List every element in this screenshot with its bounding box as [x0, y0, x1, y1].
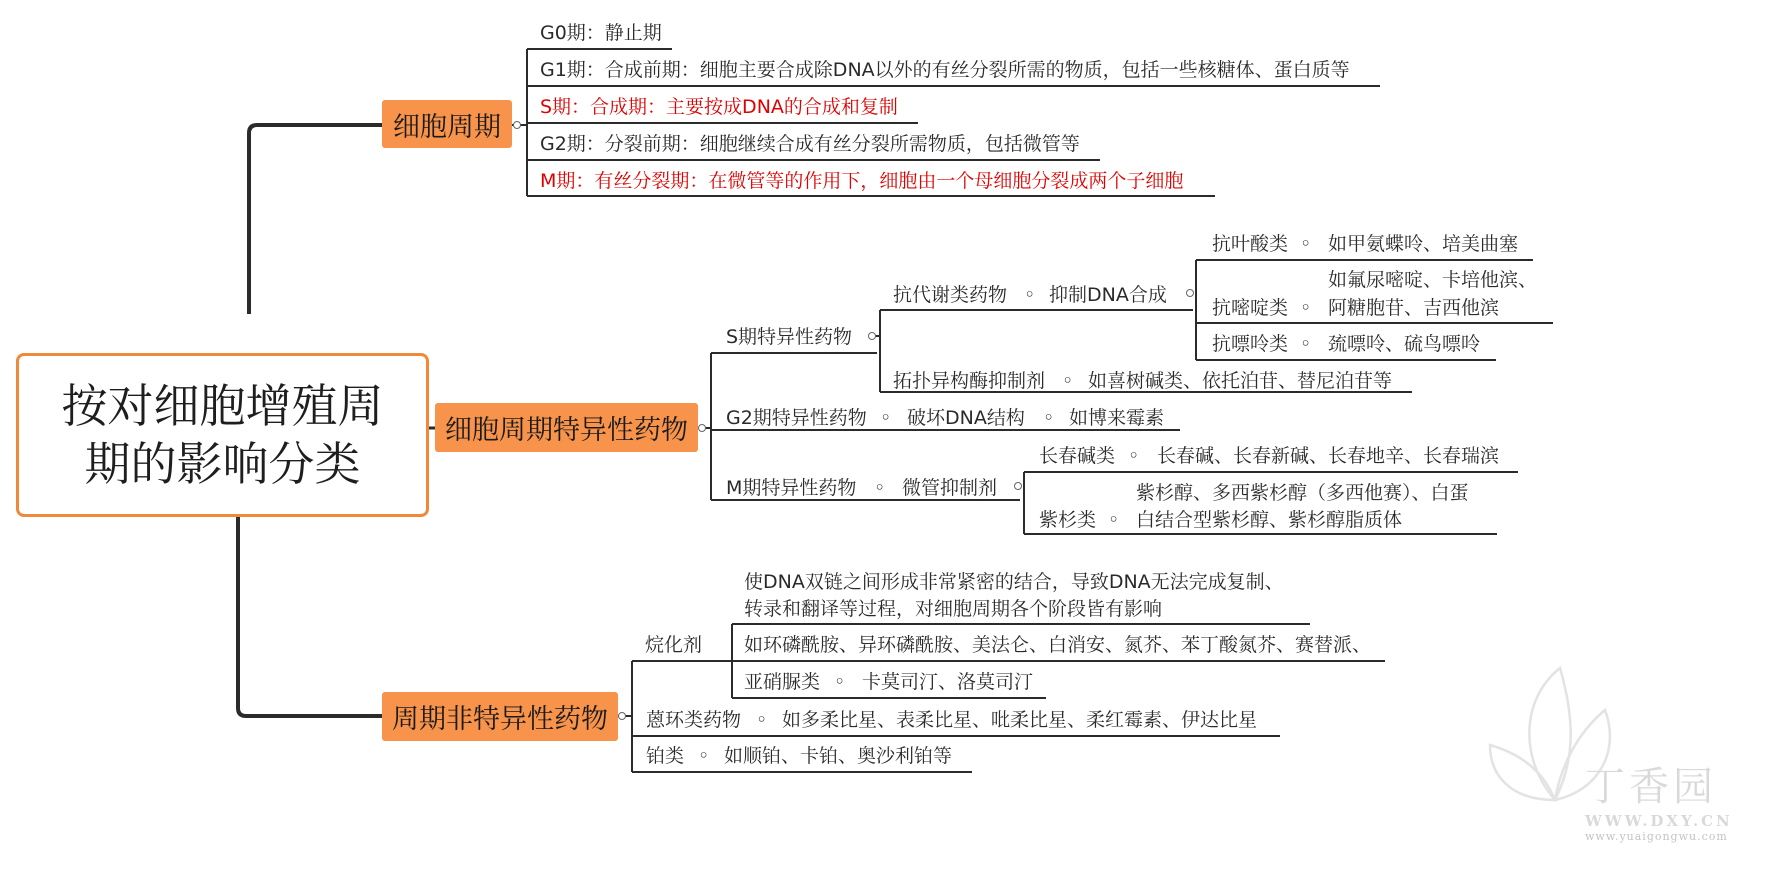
purine-examples[interactable]: 巯嘌呤、硫鸟嘌呤: [1328, 333, 1481, 355]
taxane-examples-2[interactable]: 白结合型紫杉醇、紫杉醇脂质体: [1136, 509, 1403, 531]
collapse-knob-branch2[interactable]: [698, 424, 706, 432]
phase-g1[interactable]: G1期：合成前期：细胞主要合成除DNA以外的有丝分裂所需的物质，包括一些核糖体、蛋白质等: [540, 59, 1350, 81]
alkylating-note-1[interactable]: 使DNA双链之间形成非常紧密的结合，导致DNA无法完成复制、: [744, 571, 1284, 593]
sep-dot: ◦: [880, 407, 892, 429]
antifolate-node[interactable]: 抗叶酸类: [1212, 233, 1289, 255]
branch-cell-cycle-label: 细胞周期: [393, 111, 501, 143]
phase-m[interactable]: M期：有丝分裂期：在微管等的作用下，细胞由一个母细胞分裂成两个子细胞: [540, 170, 1184, 192]
m-phase-node[interactable]: M期特异性药物: [726, 477, 857, 499]
topo-node[interactable]: 拓扑异构酶抑制剂: [893, 370, 1046, 392]
collapse-knob-anti-metabolite[interactable]: [1186, 289, 1194, 297]
branch-cycle-specific-label: 细胞周期特异性药物: [445, 415, 688, 446]
phase-g0[interactable]: G0期：静止期: [540, 22, 662, 44]
taxane-node[interactable]: 紫杉类: [1039, 509, 1097, 531]
collapse-knob-branch3[interactable]: [618, 712, 626, 720]
platinum-node[interactable]: 铂类: [646, 745, 685, 767]
sep-dot: ◦: [834, 671, 846, 693]
watermark-brand: 丁香园: [1585, 764, 1717, 810]
alkylating-node[interactable]: 烷化剂: [645, 634, 703, 656]
anthracycline-examples[interactable]: 如多柔比星、表柔比星、吡柔比星、柔红霉素、伊达比星: [782, 709, 1258, 731]
watermark: [1585, 755, 1733, 843]
s-phase-node[interactable]: S期特异性药物: [726, 326, 853, 348]
alkylating-examples[interactable]: 如环磷酰胺、异环磷酰胺、美法仑、白消安、氮芥、苯丁酸氮芥、赛替派、: [744, 634, 1372, 656]
nitrosourea-node[interactable]: 亚硝脲类: [744, 671, 821, 693]
pyrimidine-examples-2[interactable]: 阿糖胞苷、吉西他滨: [1328, 297, 1500, 319]
anti-metabolite-node[interactable]: 抗代谢类药物: [893, 284, 1008, 306]
antifolate-examples[interactable]: 如甲氨蝶呤、培美曲塞: [1328, 233, 1519, 255]
vinca-node[interactable]: 长春碱类: [1039, 445, 1116, 467]
collapse-knob-s-phase[interactable]: [868, 332, 876, 340]
branch-cycle-specific[interactable]: [435, 403, 698, 452]
sep-dot: ◦: [1300, 233, 1312, 255]
purine-node[interactable]: 抗嘌呤类: [1212, 333, 1289, 355]
root-node[interactable]: [16, 353, 429, 517]
phase-s[interactable]: S期：合成期：主要按成DNA的合成和复制: [540, 96, 898, 118]
sep-dot: ◦: [1108, 509, 1120, 531]
topo-examples[interactable]: 如喜树碱类、依托泊苷、替尼泊苷等: [1088, 370, 1393, 392]
bleomycin-node[interactable]: 如博来霉素: [1069, 407, 1165, 429]
sep-dot: ◦: [1128, 445, 1140, 467]
pyrimidine-node[interactable]: 抗嘧啶类: [1212, 297, 1289, 319]
collapse-knob-microtubule[interactable]: [1014, 482, 1022, 490]
sep-dot: ◦: [874, 477, 886, 499]
sep-dot: ◦: [1300, 297, 1312, 319]
taxane-examples-1[interactable]: 紫杉醇、多西紫杉醇（多西他赛）、白蛋: [1136, 482, 1469, 504]
sep-dot: ◦: [1062, 370, 1074, 392]
inhibit-dna-node[interactable]: 抑制DNA合成: [1049, 284, 1167, 306]
sep-dot: ◦: [1024, 284, 1036, 306]
anthracycline-node[interactable]: 蒽环类药物: [646, 709, 742, 731]
alkylating-note-2[interactable]: 转录和翻译等过程，对细胞周期各个阶段皆有影响: [744, 598, 1163, 620]
microtubule-node[interactable]: 微管抑制剂: [902, 477, 998, 499]
sep-dot: ◦: [1043, 407, 1055, 429]
branch-cell-cycle[interactable]: [382, 100, 512, 148]
sep-dot: ◦: [698, 745, 710, 767]
sep-dot: ◦: [756, 709, 768, 731]
watermark-url2: www.yuaigongwu.com: [1585, 830, 1728, 843]
pyrimidine-examples-1[interactable]: 如氟尿嘧啶、卡培他滨、: [1328, 269, 1538, 291]
vinca-examples[interactable]: 长春碱、长春新碱、长春地辛、长春瑞滨: [1157, 445, 1500, 467]
nitrosourea-examples[interactable]: 卡莫司汀、洛莫司汀: [862, 671, 1034, 693]
g2-phase-node[interactable]: G2期特异性药物: [726, 407, 867, 429]
platinum-examples[interactable]: 如顺铂、卡铂、奥沙利铂等: [724, 745, 953, 767]
phase-g2[interactable]: G2期：分裂前期：细胞继续合成有丝分裂所需物质，包括微管等: [540, 133, 1080, 155]
root-label: 按对细胞增殖周 期的影响分类: [61, 379, 384, 491]
sep-dot: ◦: [1300, 333, 1312, 355]
watermark-url: WWW.DXY.CN: [1585, 812, 1733, 830]
branch-cycle-nonspecific-label: 周期非特异性药物: [392, 704, 608, 735]
collapse-knob-branch1[interactable]: [513, 121, 521, 129]
branch-cycle-nonspecific[interactable]: [382, 692, 618, 741]
destroy-dna-node[interactable]: 破坏DNA结构: [907, 407, 1025, 429]
